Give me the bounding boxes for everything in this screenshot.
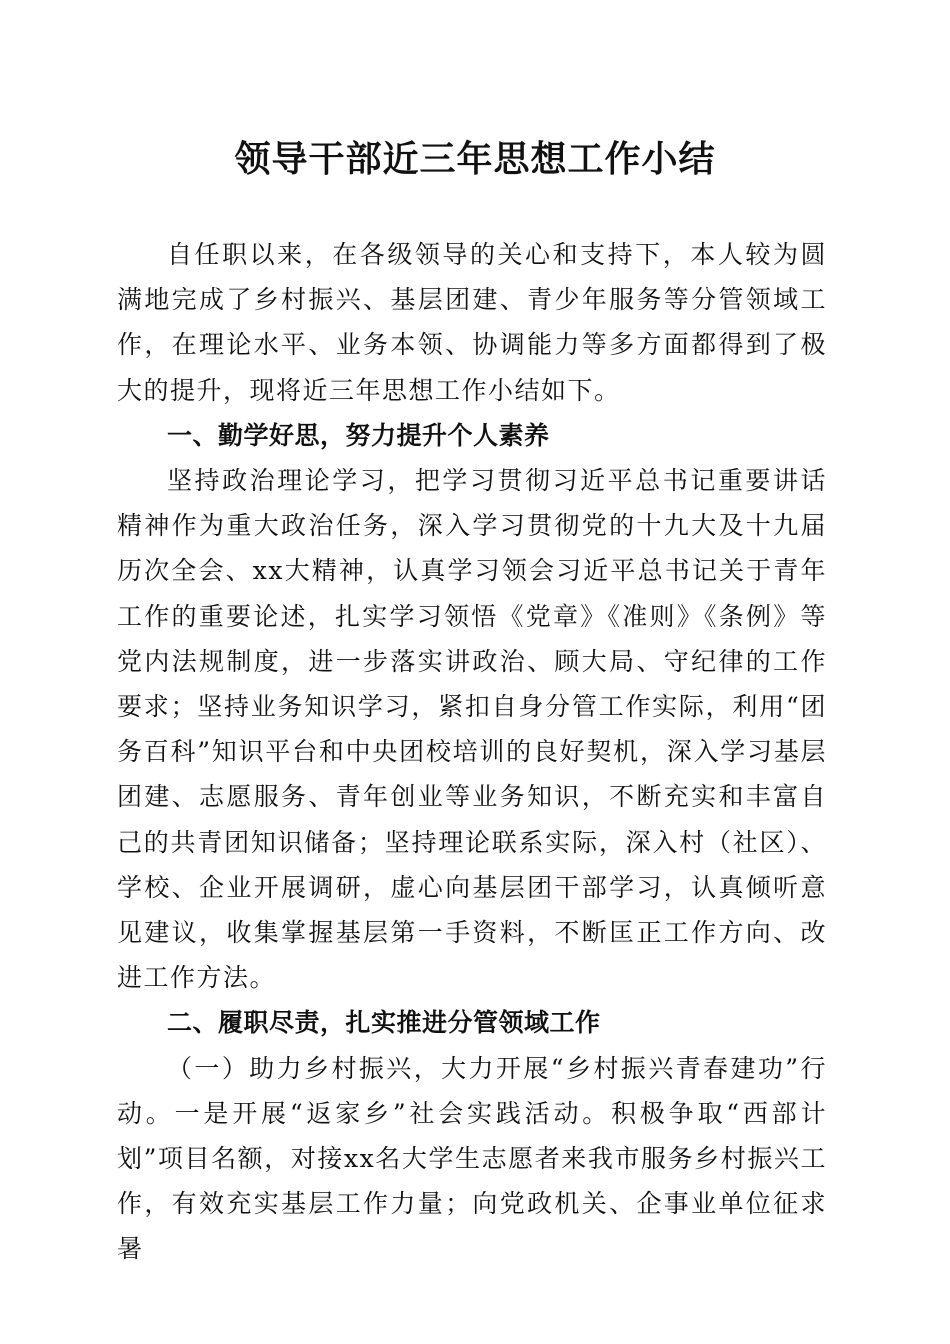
section-1-paragraph: 坚持政治理论学习，把学习贯彻习近平总书记重要讲话精神作为重大政治任务，深入学习贯彻党的十九大及十九届历次全会、xx大精神，认真学习领会习近平总书记关于青年工作的重要论述，扎实学习领悟《党章》《准则》《条例》等党内法规制度，进一步落实讲政治、顾大局、守纪律的工作要求；坚持业务知识学习，紧扣自身分管工作实际，利用“团务百科”知识平台和中央团校培训的良好契机，深入学习基层团建、志愿服务、青年创业等业务知识，不断充实和丰富自己的共青团知识储备；坚持理论联系实际，深入村（社区）、学校、企业开展调研，虚心向基层团干部学习，认真倾听意见建议，收集掌握基层第一手资料，不断匡正工作方向、改进工作方法。 (117, 466, 827, 993)
section-heading-1: 一、勤学好思，努力提升个人素养 (167, 420, 550, 450)
section-2-paragraph: （一）助力乡村振兴，大力开展“乡村振兴青春建功”行动。一是开展“返家乡”社会实践活动。积极争取“西部计划”项目名额，对接xx名大学生志愿者来我市服务乡村振兴工作，有效充实基层工作力量；向党政机关、企事业单位征求暑 (117, 1053, 827, 1264)
section-heading-2: 二、履职尽责，扎实推进分管领域工作 (167, 1008, 601, 1038)
intro-paragraph: 自任职以来，在各级领导的关心和支持下，本人较为圆满地完成了乡村振兴、基层团建、青少年服务等分管领域工作，在理论水平、业务本领、协调能力等多方面都得到了极大的提升，现将近三年思想工作小结如下。 (117, 240, 827, 405)
document-body (117, 232, 827, 1272)
document-title: 领导干部近三年思想工作小结 (234, 138, 716, 180)
